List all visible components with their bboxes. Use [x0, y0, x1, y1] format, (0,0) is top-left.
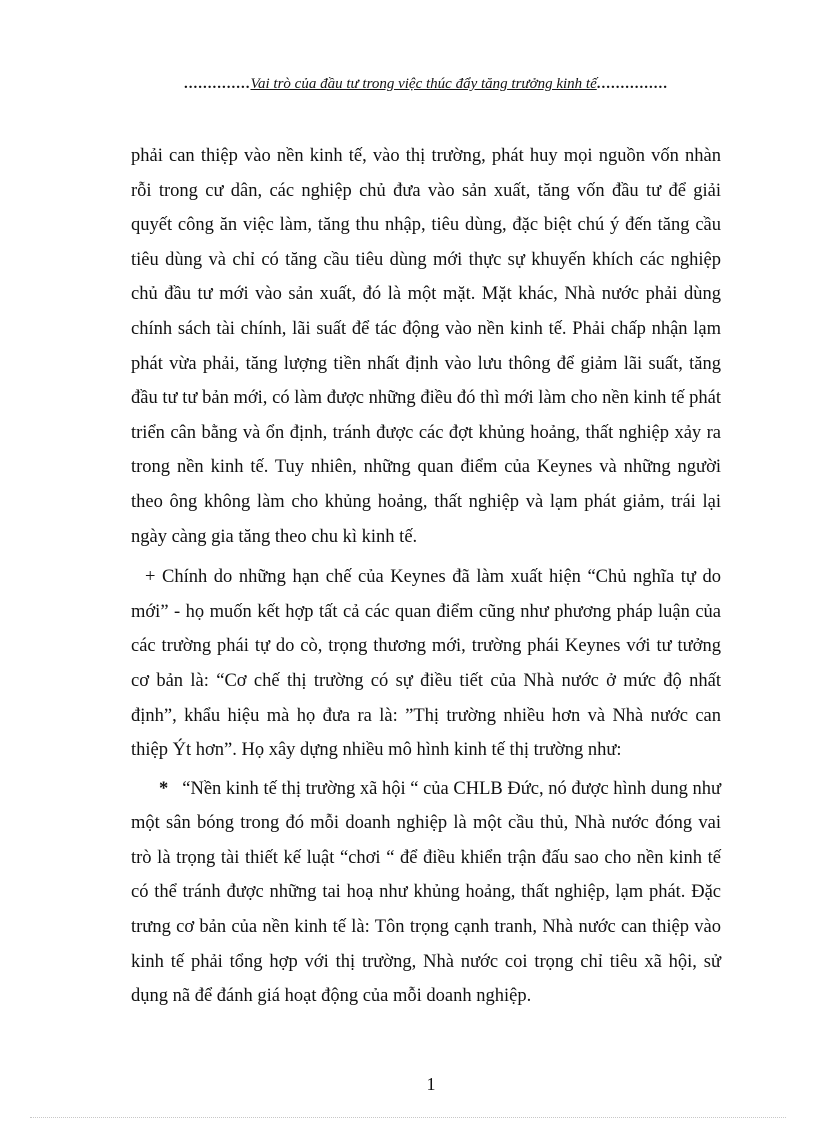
- paragraph-3: [131, 772, 721, 1014]
- paragraph-3-text: “Nền kinh tế thị trường xã hội “ của CHLB Đức, nó được hình dung như một sân bóng trong đó mỗi doanh nghiệp là một cầu thủ, Nhà nước đóng vai trò là trọng tài thiết kế luật “chơi “ để điều khiển trận đấu sao cho nền kinh tế có thể tránh được những tai hoạ như khủng hoảng, thất nghiệp, lạm phát. Đặc trưng cơ bản của nền kinh tế là: Tôn trọng cạnh tranh, Nhà nước can thiệp vào kinh tế phải tổng hợp với thị trường, Nhà nước coi trọng chỉ tiêu xã hội, sử dụng nã để đánh giá hoạt động của mỗi doanh nghiệp.: [131, 778, 721, 1007]
- page-bottom-divider: [30, 1117, 786, 1118]
- document-body: [131, 139, 721, 1014]
- header-title: Vai trò của đầu tư trong việc thúc đẩy tăng trưởng kinh tế: [250, 76, 597, 92]
- running-header: [130, 74, 722, 94]
- page-number: 1: [426, 1074, 436, 1094]
- asterisk-bullet: *: [159, 778, 169, 799]
- paragraph-1: phải can thiệp vào nền kinh tế, vào thị trường, phát huy mọi nguồn vốn nhàn rỗi trong cư dân, các nghiệp chủ đưa vào sản xuất, tăng vốn đầu tư để giải quyết công ăn việc làm, tăng thu nhập, tiêu dùng, đặc biệt chú ý đến tăng cầu tiêu dùng và chỉ có tăng cầu tiêu dùng mới thực sự khuyến khích các nghiệp chủ đầu tư mới vào sản xuất, đó là một mặt. Mặt khác, Nhà nước phải dùng chính sách tài chính, lãi suất để tác động vào nền kinh tế. Phải chấp nhận lạm phát vừa phải, tăng lượng tiền nhất định vào lưu thông để giảm lãi suất, tăng đầu tư tư bản mới, có làm được những điều đó thì mới làm cho nền kinh tế phát triển cân bằng và ổn định, tránh được các đợt khủng hoảng, thất nghiệp xảy ra trong nền kinh tế. Tuy nhiên, những quan điểm của Keynes và những người theo ông không làm cho khủng hoảng, thất nghiệp và lạm phát giảm, trái lại ngày càng gia tăng theo chu kì kinh tế.: [131, 146, 721, 547]
- paragraph-2: + Chính do những hạn chế của Keynes đã làm xuất hiện “Chủ nghĩa tự do mới” - họ muốn kết hợp tất cả các quan điểm cũng như phương pháp luận của các trường phái tự do cò, trọng thương mới, trường phái Keynes với tư tưởng cơ bản là: “Cơ chế thị trường có sự điều tiết của Nhà nước ở mức độ nhất định”, khẩu hiệu mà họ đưa ra là: ”Thị trường nhiều hơn và Nhà nước can thiệp Ýt hơn”. Họ xây dựng nhiều mô hình kinh tế thị trường như:: [131, 567, 721, 761]
- header-dots-left: ..............: [183, 76, 251, 92]
- header-dots-right: ...............: [596, 76, 668, 92]
